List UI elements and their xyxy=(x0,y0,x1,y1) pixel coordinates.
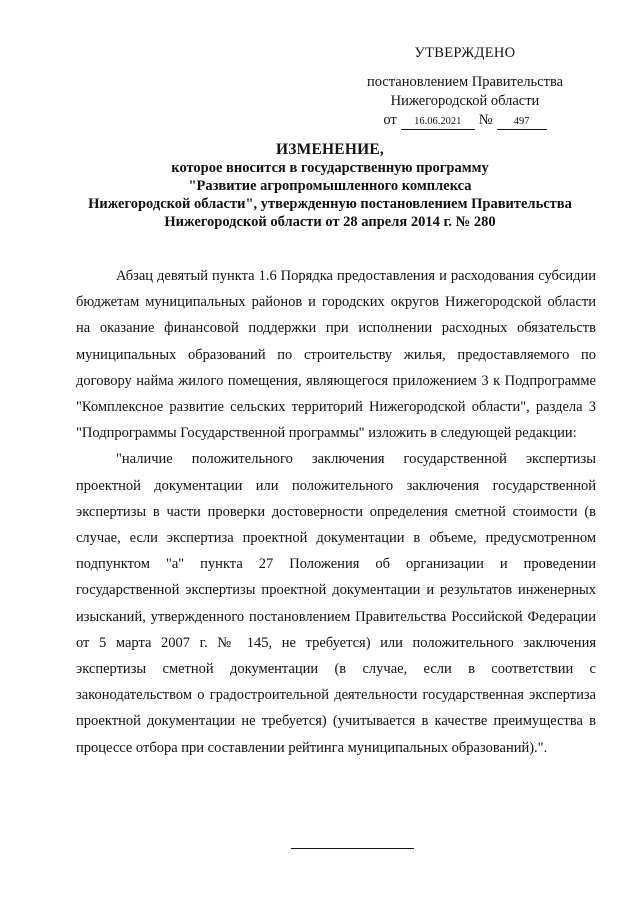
body-paragraph-1: Абзац девятый пункта 1.6 Порядка предоставления и расходования субсидии бюджетам муниципальных районов и городских округов Нижегородской области на оказание финансовой поддержки при исполнении расходных обязательств муниципальных образований по строительству жилья, предоставляемого по договору найма жилого помещения, являющегося приложением 3 к Подпрограмме "Комплексное развитие сельских территорий Нижегородской области", раздела 3 "Подпрограммы Государственной программы" изложить в следующей редакции: xyxy=(76,268,596,442)
document-body xyxy=(76,263,596,761)
body-paragraph-2: "наличие положительного заключения государственной экспертизы проектной документации или положительного заключения государственной экспертизы в части проверки достоверности определения сметной стоимости (в случае, если экспертиза проектной документации в объеме, предусмотренном подпунктом "а" пункта 27 Положения об организации и проведении государственной экспертизы проектной документации и результатов инженерных изысканий, утвержденного постановлением Правительства Российской Федерации от 5 марта 2007 г. № 145, не требуется) или положительного заключения экспертизы сметной документации (в случае, если в соответствии с законодательством о градостроительной деятельности государственная экспертиза проектной документации не требуется) (учитывается в качестве преимущества в процессе отбора при составлении рейтинга муниципальных образований).". xyxy=(76,451,596,756)
approved-by-line-1: постановлением Правительства xyxy=(366,74,564,90)
approved-label: УТВЕРЖДЕНО xyxy=(414,45,516,61)
title-line-1: которое вносится в государственную программу xyxy=(171,160,489,176)
document-title xyxy=(60,141,600,231)
footer-divider xyxy=(291,848,414,849)
approval-number: 497 xyxy=(497,115,547,130)
title-line-4: Нижегородской области от 28 апреля 2014 г. № 280 xyxy=(164,214,496,230)
from-label: от xyxy=(383,112,397,128)
approval-date-line xyxy=(340,111,590,130)
approval-stamp-block xyxy=(340,44,590,130)
title-line-3: Нижегородской области", утвержденную постановлением Правительства xyxy=(88,196,572,212)
approval-date: 16.06.2021 xyxy=(401,115,475,130)
title-line-2: "Развитие агропромышленного комплекса xyxy=(188,178,472,194)
title-heading: ИЗМЕНЕНИЕ, xyxy=(276,141,384,158)
number-sign: № xyxy=(478,112,493,128)
approved-by-line-2: Нижегородской области xyxy=(390,93,540,109)
